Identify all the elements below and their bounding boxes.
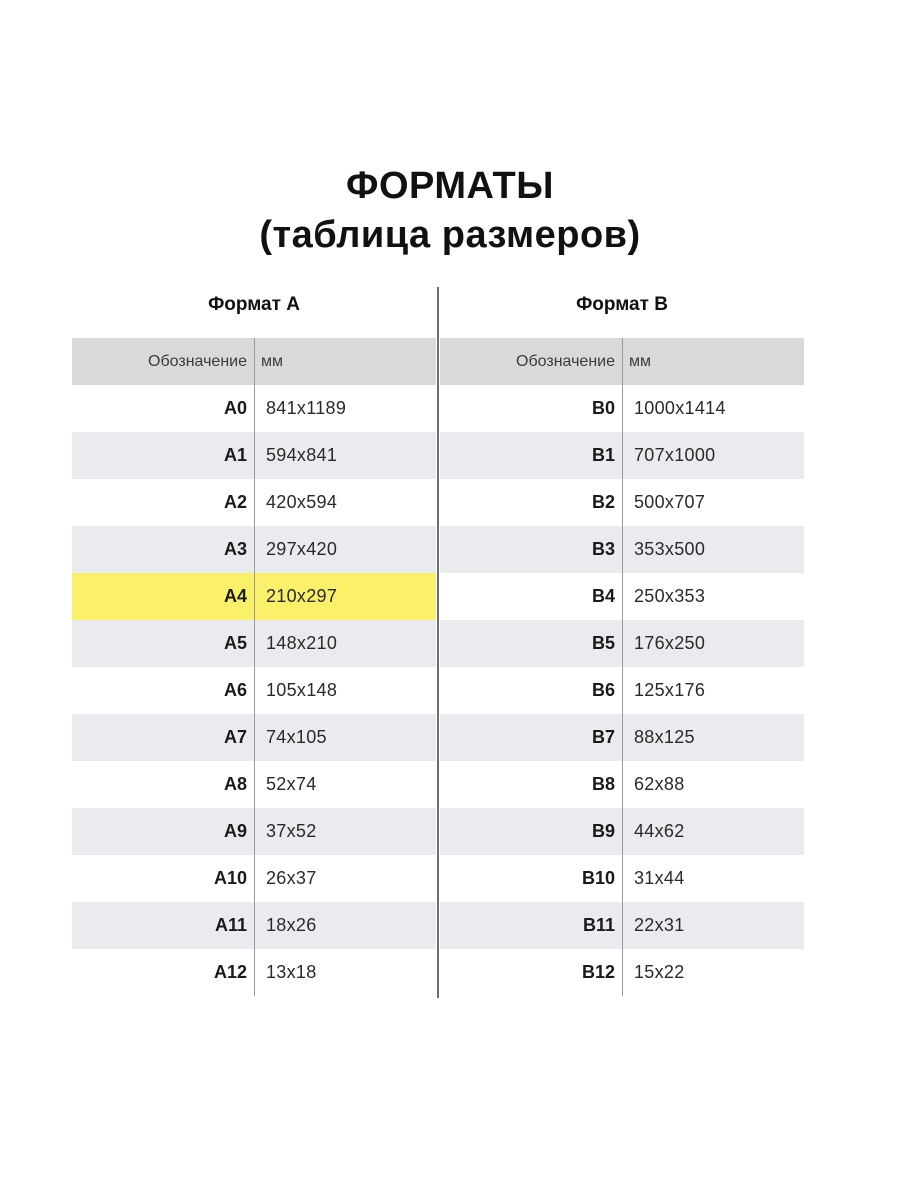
table-row xyxy=(72,949,436,996)
table-row xyxy=(72,714,436,761)
table-row xyxy=(72,385,436,432)
table-row xyxy=(72,526,436,573)
page-subtitle: (таблица размеров) xyxy=(259,214,641,256)
format-size: 18x26 xyxy=(266,915,317,935)
format-code: А3 xyxy=(223,539,247,559)
format-size: 176x250 xyxy=(634,633,706,653)
format-size: 74x105 xyxy=(266,727,327,747)
format-a-table xyxy=(72,338,436,996)
format-code: В8 xyxy=(591,774,615,794)
format-size: 22x31 xyxy=(634,915,685,935)
cell-divider xyxy=(254,667,255,714)
header-size: мм xyxy=(629,353,651,370)
format-a-title: Формат А xyxy=(208,294,300,315)
page-title: ФОРМАТЫ xyxy=(346,165,554,207)
table-row xyxy=(72,573,436,620)
format-code: А6 xyxy=(223,680,247,700)
cell-divider xyxy=(622,949,623,996)
cell-divider xyxy=(254,385,255,432)
table-row xyxy=(440,620,804,667)
cell-divider xyxy=(622,573,623,620)
format-size: 13x18 xyxy=(266,962,317,982)
cell-divider xyxy=(254,432,255,479)
header-code: Обозначение xyxy=(148,353,247,370)
format-code: А7 xyxy=(223,727,247,747)
table-body xyxy=(72,385,436,996)
cell-divider xyxy=(254,902,255,949)
table-row xyxy=(72,432,436,479)
table-row xyxy=(72,761,436,808)
header-code: Обозначение xyxy=(516,353,615,370)
table-row xyxy=(72,902,436,949)
cell-divider xyxy=(622,855,623,902)
format-code: А1 xyxy=(223,445,247,465)
cell-divider xyxy=(254,526,255,573)
table-row xyxy=(72,667,436,714)
table-row xyxy=(72,808,436,855)
header-divider xyxy=(254,338,255,385)
format-size: 26x37 xyxy=(266,868,317,888)
format-code: А8 xyxy=(223,774,247,794)
format-code: В6 xyxy=(591,680,615,700)
table-row xyxy=(72,855,436,902)
format-code: А11 xyxy=(214,915,247,935)
table-row xyxy=(440,761,804,808)
format-size: 37x52 xyxy=(266,821,317,841)
table-body xyxy=(440,385,804,996)
format-code: А12 xyxy=(213,962,247,982)
format-size: 1000x1414 xyxy=(634,398,726,418)
format-size: 353x500 xyxy=(634,539,706,559)
table-header xyxy=(440,338,804,385)
format-code: В11 xyxy=(582,915,615,935)
format-size: 210x297 xyxy=(266,586,338,606)
format-code: А9 xyxy=(223,821,247,841)
format-size: 250x353 xyxy=(634,586,706,606)
cell-divider xyxy=(254,714,255,761)
cell-divider xyxy=(622,385,623,432)
format-size: 44x62 xyxy=(634,821,685,841)
cell-divider xyxy=(622,761,623,808)
table-header xyxy=(72,338,436,385)
table-row xyxy=(440,479,804,526)
format-code: В4 xyxy=(591,586,615,606)
format-code: В5 xyxy=(591,633,615,653)
cell-divider xyxy=(254,855,255,902)
cell-divider xyxy=(254,479,255,526)
format-code: А0 xyxy=(223,398,247,418)
table-row xyxy=(440,714,804,761)
column-divider xyxy=(437,287,439,998)
format-b-title: Формат В xyxy=(576,294,668,315)
table-row xyxy=(440,526,804,573)
format-code: А4 xyxy=(223,586,247,606)
format-size: 148x210 xyxy=(266,633,338,653)
format-size: 500x707 xyxy=(634,492,706,512)
cell-divider xyxy=(254,620,255,667)
format-size: 105x148 xyxy=(266,680,338,700)
table-row xyxy=(440,855,804,902)
cell-divider xyxy=(622,808,623,855)
format-size: 841x1189 xyxy=(266,398,347,418)
format-size: 420x594 xyxy=(266,492,338,512)
format-size: 594x841 xyxy=(266,445,338,465)
header-divider xyxy=(622,338,623,385)
format-code: А5 xyxy=(223,633,247,653)
table-row xyxy=(440,949,804,996)
format-code: В9 xyxy=(591,821,615,841)
format-b-table xyxy=(440,338,804,996)
table-row xyxy=(440,902,804,949)
cell-divider xyxy=(622,432,623,479)
format-code: В7 xyxy=(591,727,615,747)
cell-divider xyxy=(622,479,623,526)
format-size: 15x22 xyxy=(634,962,685,982)
format-code: В2 xyxy=(591,492,615,512)
cell-divider xyxy=(622,902,623,949)
format-size: 125x176 xyxy=(634,680,706,700)
format-size: 297x420 xyxy=(266,539,338,559)
cell-divider xyxy=(254,949,255,996)
header-size: мм xyxy=(261,353,283,370)
format-code: В3 xyxy=(591,539,615,559)
table-row xyxy=(72,479,436,526)
format-size: 31x44 xyxy=(634,868,685,888)
format-size: 62x88 xyxy=(634,774,685,794)
format-size: 88x125 xyxy=(634,727,695,747)
table-row xyxy=(440,667,804,714)
format-code: В0 xyxy=(591,398,615,418)
format-code: В12 xyxy=(581,962,615,982)
table-row xyxy=(440,573,804,620)
table-row xyxy=(440,808,804,855)
format-code: А10 xyxy=(213,868,247,888)
table-row xyxy=(440,385,804,432)
cell-divider xyxy=(622,714,623,761)
cell-divider xyxy=(622,620,623,667)
format-code: А2 xyxy=(223,492,247,512)
cell-divider xyxy=(622,526,623,573)
cell-divider xyxy=(254,573,255,620)
cell-divider xyxy=(622,667,623,714)
cell-divider xyxy=(254,761,255,808)
format-code: В1 xyxy=(591,445,615,465)
cell-divider xyxy=(254,808,255,855)
format-size: 52x74 xyxy=(266,774,317,794)
format-code: В10 xyxy=(581,868,615,888)
format-size: 707x1000 xyxy=(634,445,716,465)
table-row xyxy=(72,620,436,667)
table-row xyxy=(440,432,804,479)
